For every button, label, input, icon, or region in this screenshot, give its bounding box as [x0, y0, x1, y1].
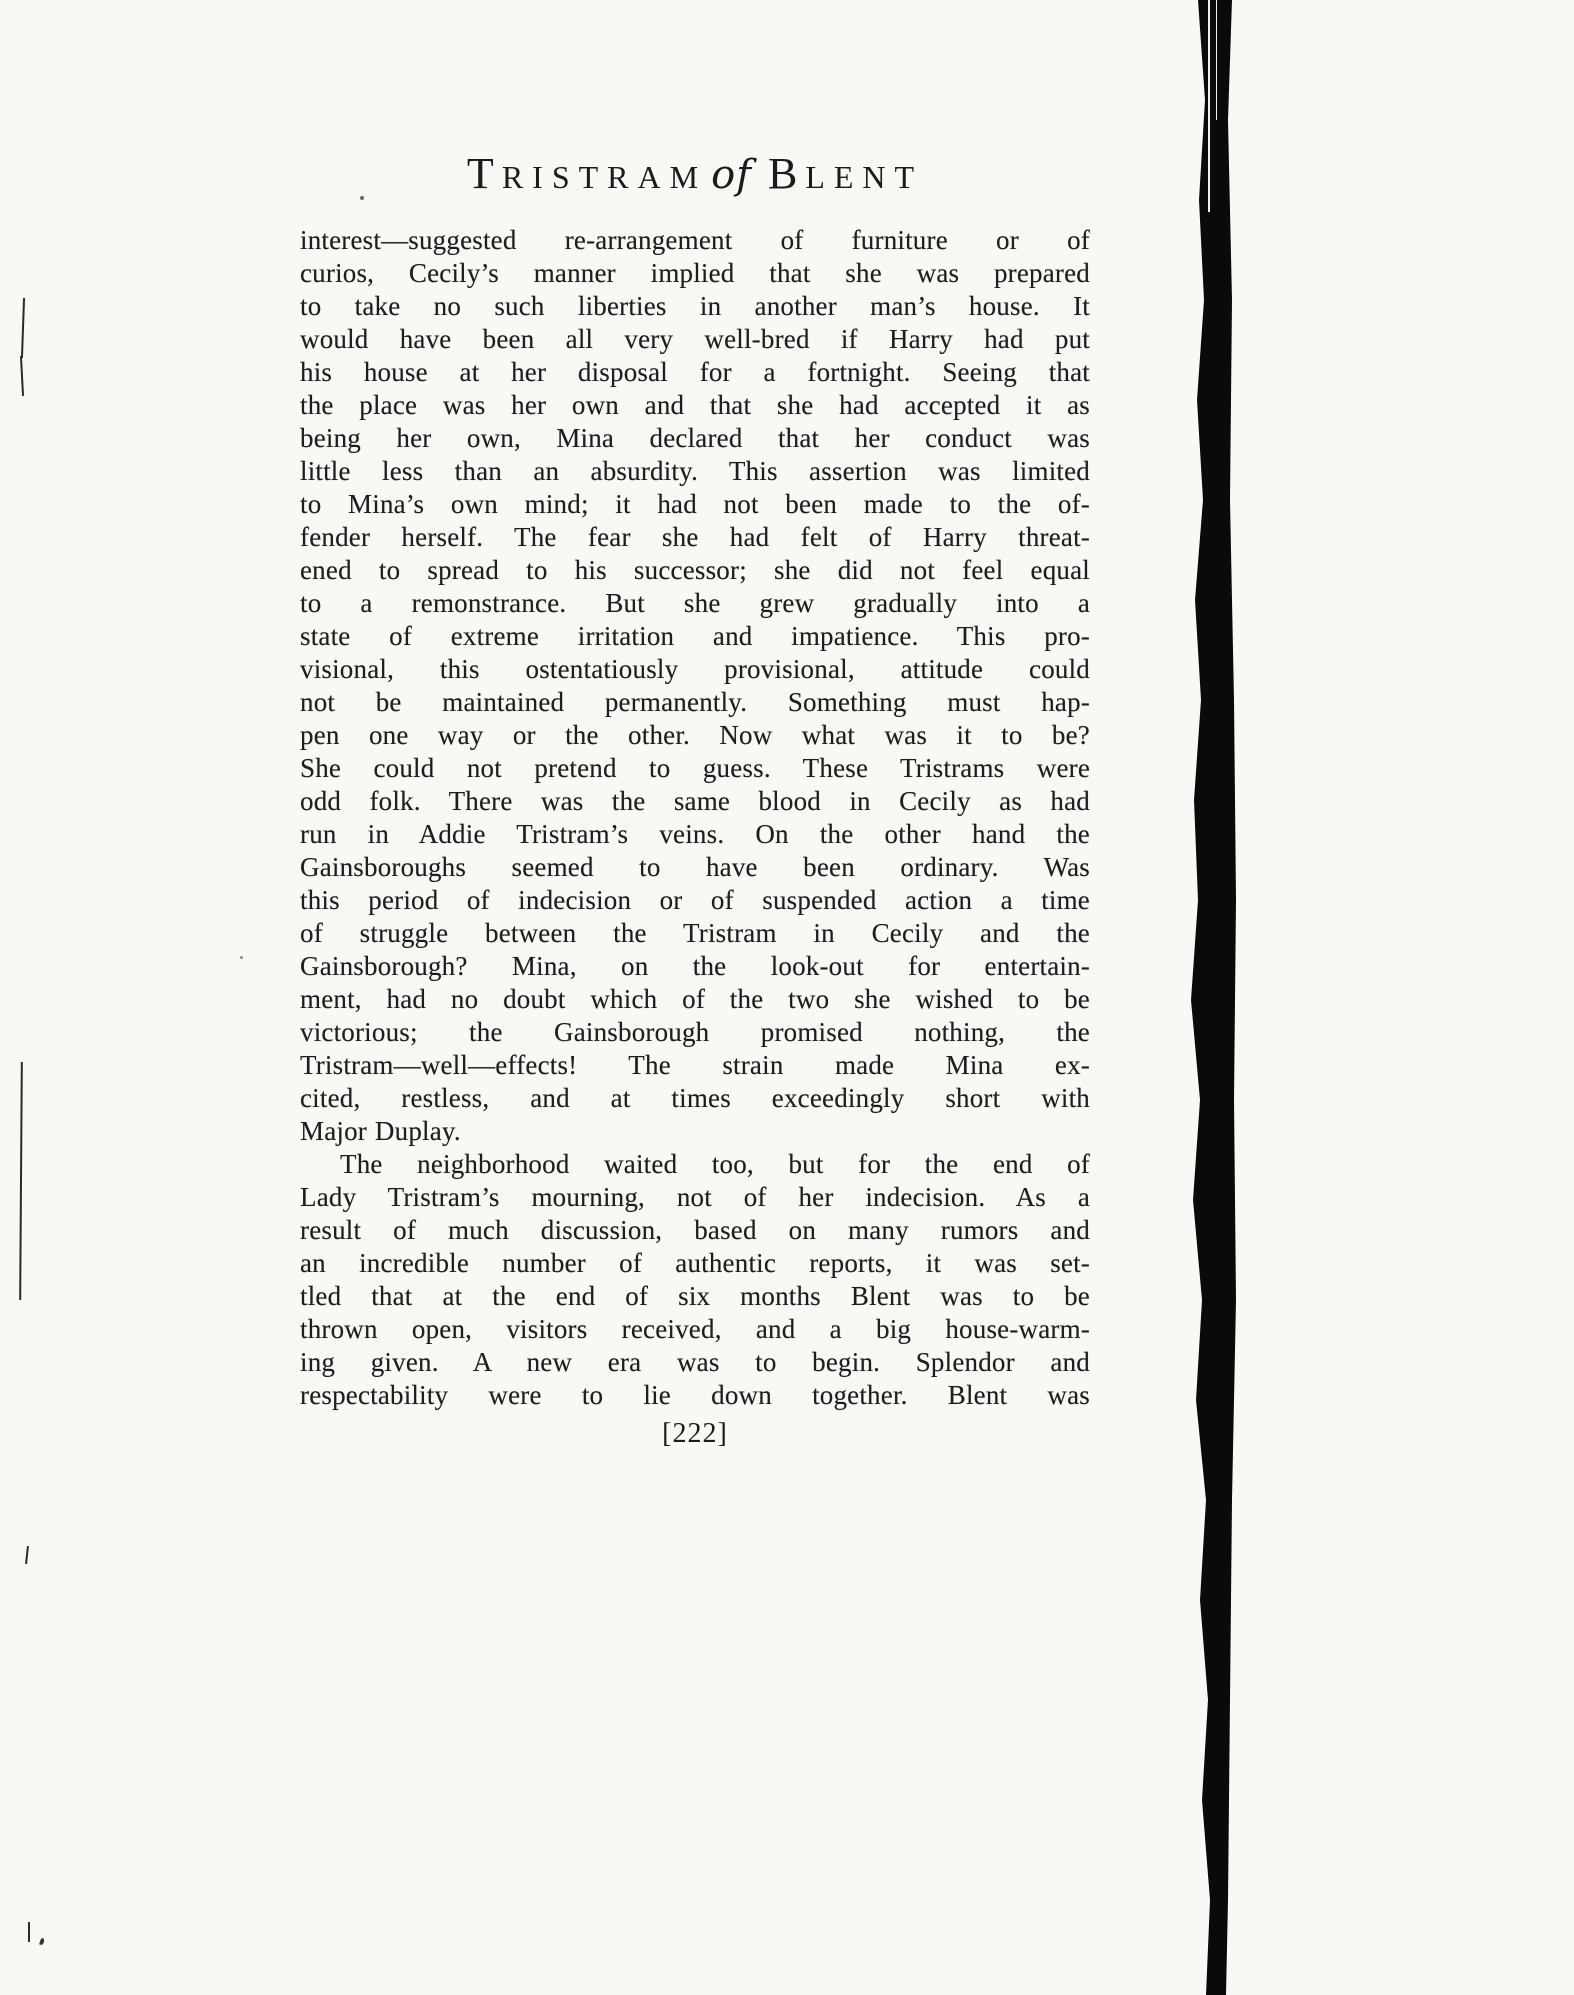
text-line: Lady Tristram’s mourning, not of her indecision. As a [300, 1182, 1090, 1212]
title-of: of [711, 152, 752, 198]
text-line: the place was her own and that she had accepted it as [300, 390, 1090, 420]
text-line: victorious; the Gainsborough promised nothing, the [300, 1017, 1090, 1047]
title-smallcaps: LENT [805, 159, 924, 195]
text-line: thrown open, visitors received, and a big house-warm- [300, 1314, 1090, 1344]
text-line: interest—suggested re-arrangement of furniture or of [300, 225, 1090, 255]
page-title [300, 148, 1090, 199]
text-line: tled that at the end of six months Blent was to be [300, 1281, 1090, 1311]
scan-edge-band [1188, 0, 1244, 1995]
text-line: result of much discussion, based on many rumors and [300, 1215, 1090, 1245]
paragraph [300, 224, 1090, 1148]
text-line: ened to spread to his successor; she did not feel equal [300, 555, 1090, 585]
scan-white-slit [1216, 0, 1217, 120]
text-line: pen one way or the other. Now what was it to be? [300, 720, 1090, 750]
text-line: visional, this ostentatiously provisional, attitude could [300, 654, 1090, 684]
title-initial: T [466, 149, 502, 198]
scan-artifact [25, 1546, 29, 1564]
text-line: The neighborhood waited too, but for the end of [340, 1149, 1090, 1179]
page-body [300, 224, 1090, 1412]
scan-speck [240, 956, 243, 959]
scan-white-slit [1208, 0, 1210, 212]
text-line: his house at her disposal for a fortnight. Seeing that [300, 357, 1090, 387]
title-smallcaps: RISTRAM [501, 159, 708, 195]
text-line: respectability were to lie down together. Blent was [300, 1380, 1090, 1410]
title-initial: B [767, 149, 806, 198]
text-line: little less than an absurdity. This assertion was limited [300, 456, 1090, 486]
text-line: cited, restless, and at times exceedingly short with [300, 1083, 1090, 1113]
paragraph [300, 1148, 1090, 1412]
text-line: this period of indecision or of suspended action a time [300, 885, 1090, 915]
text-line: to a remonstrance. But she grew gradually into a [300, 588, 1090, 618]
text-line: an incredible number of authentic reports, it was set- [300, 1248, 1090, 1278]
text-line: Tristram—well—effects! The strain made Mina ex- [300, 1050, 1090, 1080]
text-line: run in Addie Tristram’s veins. On the other hand the [300, 819, 1090, 849]
scan-artifact [19, 1062, 23, 1300]
page-number: [222] [662, 1418, 728, 1449]
scan-artifact [28, 1922, 30, 1942]
text-line: Major Duplay. [300, 1116, 461, 1146]
scan-artifact [20, 356, 24, 396]
text-line: of struggle between the Tristram in Cecily and the [300, 918, 1090, 948]
scan-artifact [21, 298, 25, 358]
text-line: fender herself. The fear she had felt of Harry threat- [300, 522, 1090, 552]
text-line: curios, Cecily’s manner implied that she was prepared [300, 258, 1090, 288]
text-line: state of extreme irritation and impatience. This pro- [300, 621, 1090, 651]
text-line: odd folk. There was the same blood in Cecily as had [300, 786, 1090, 816]
text-line: not be maintained permanently. Something must hap- [300, 687, 1090, 717]
text-line: ment, had no doubt which of the two she wished to be [300, 984, 1090, 1014]
text-line: to take no such liberties in another man’s house. It [300, 291, 1090, 321]
scan-artifact [39, 1938, 45, 1946]
text-line: being her own, Mina declared that her conduct was [300, 423, 1090, 453]
text-line: Gainsboroughs seemed to have been ordinary. Was [300, 852, 1090, 882]
text-line: She could not pretend to guess. These Tristrams were [300, 753, 1090, 783]
text-line: to Mina’s own mind; it had not been made to the of- [300, 489, 1090, 519]
text-line: Gainsborough? Mina, on the look-out for entertain- [300, 951, 1090, 981]
text-line: would have been all very well-bred if Harry had put [300, 324, 1090, 354]
text-line: ing given. A new era was to begin. Splendor and [300, 1347, 1090, 1377]
